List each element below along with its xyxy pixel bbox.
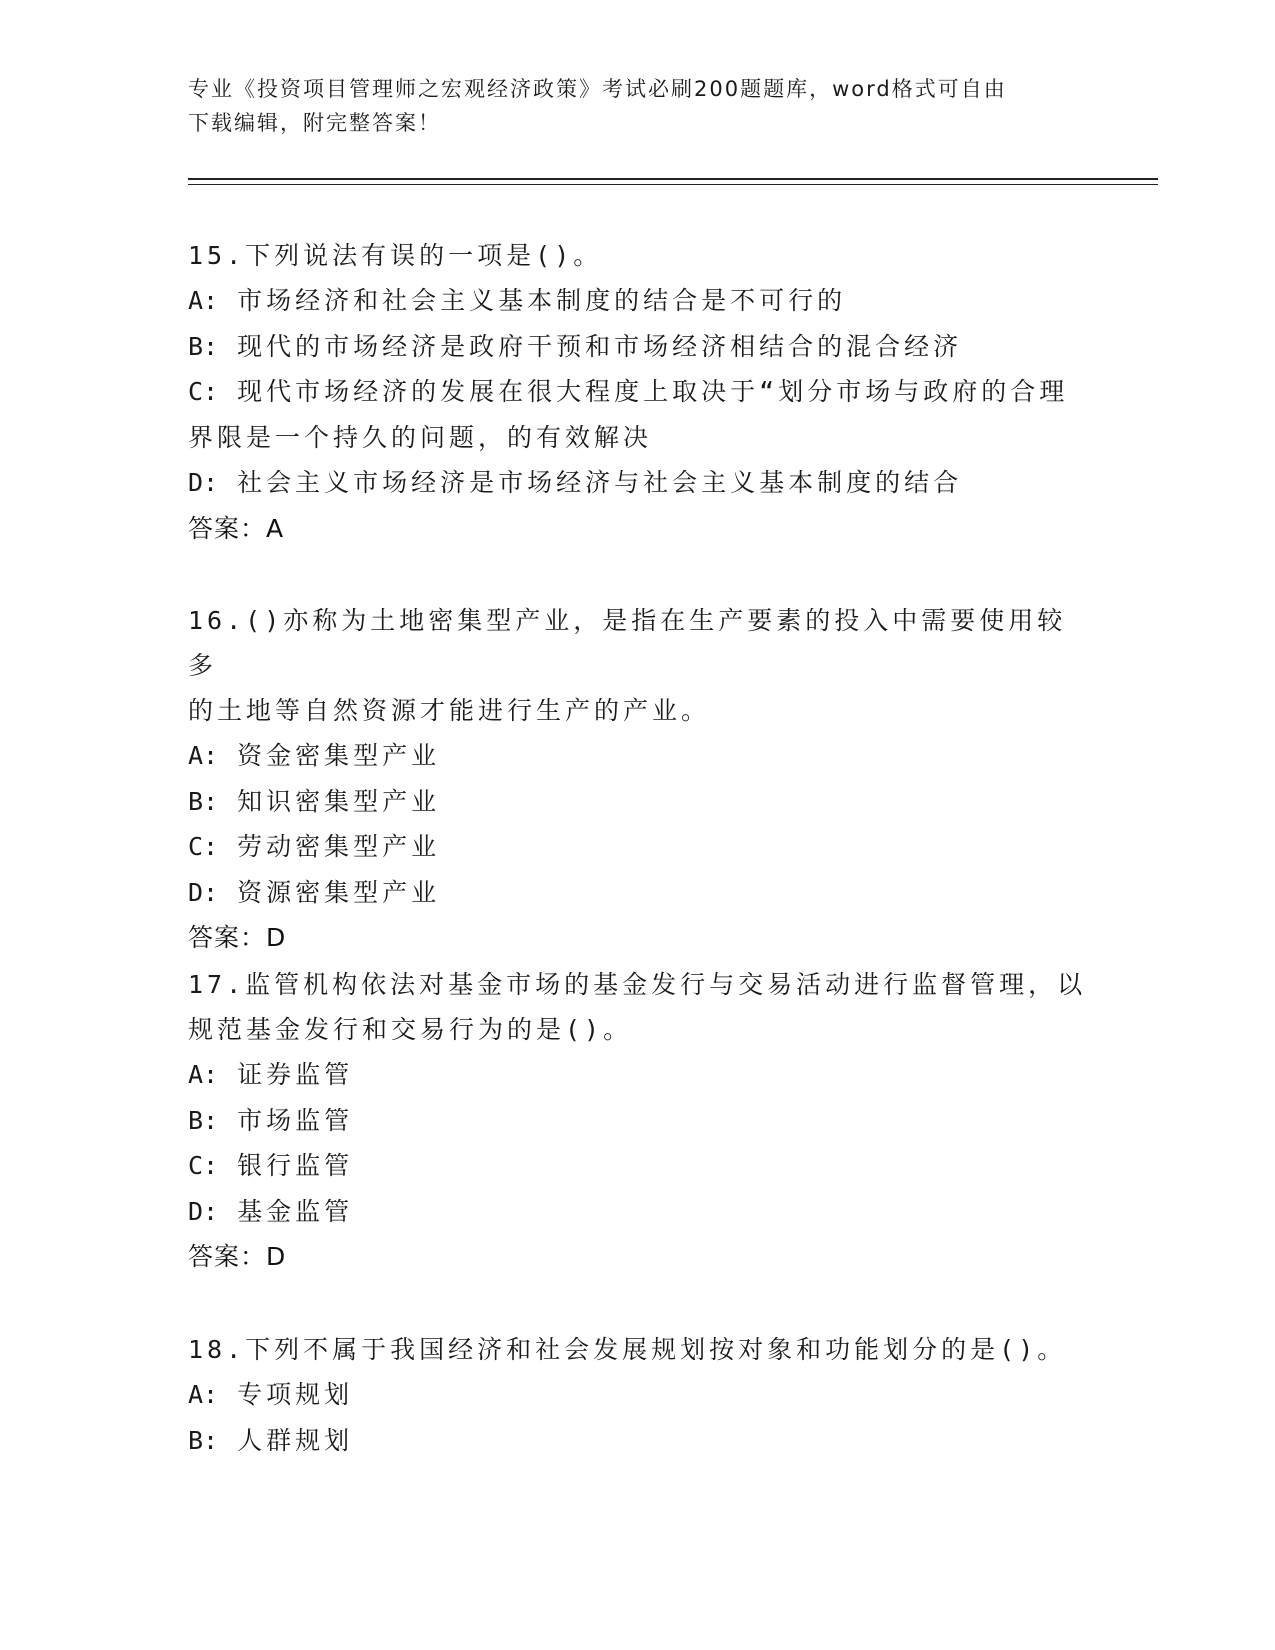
option-b [188,779,1088,825]
option-text: 银行监管 [237,1151,354,1180]
option-a [188,1372,1088,1418]
option-letter: B: [188,1105,219,1135]
option-text: 人群规划 [237,1425,354,1455]
option-text: 专项规划 [237,1380,354,1409]
option-text: 现代的市场经济是政府干预和市场经济相结合的混合经济 [237,331,963,361]
header-title-line-2: 下载编辑，附完整答案！ [188,111,441,135]
option-letter: D: [188,468,219,497]
option-text: 证券监管 [237,1060,354,1089]
option-c [188,1143,1088,1189]
header-divider-thin [188,184,1158,185]
option-c [188,369,1088,415]
question-stem: 18.下列不属于我国经济和社会发展规划按对象和功能划分的是()。 [188,1335,1067,1364]
option-b [188,324,1088,370]
question-17 [188,962,1088,1279]
header-divider-thick [188,178,1158,180]
question-stem-line-2: 的土地等自然资源才能进行生产的产业。 [188,696,711,725]
option-a [188,278,1088,324]
option-letter: B: [188,786,219,816]
header-title-line-1: 专业《投资项目管理师之宏观经济政策》考试必刷200题题库，word格式可自由 [188,77,1007,101]
option-b [188,1098,1088,1144]
option-letter: C: [188,377,219,406]
document-header [188,72,1068,140]
answer-line: 答案：D [188,1242,287,1271]
option-d [188,870,1088,916]
question-16 [188,598,1088,960]
option-letter: B: [188,1425,219,1455]
question-15 [188,233,1088,551]
question-stem: 15.下列说法有误的一项是()。 [188,241,603,270]
question-stem-line-1: 16.()亦称为土地密集型产业，是指在生产要素的投入中需要使用较多 [188,606,1067,680]
option-letter: A: [188,1060,219,1089]
option-a [188,1052,1088,1098]
option-text: 基金监管 [237,1196,354,1226]
answer-line: 答案：A [188,513,285,543]
option-text: 知识密集型产业 [237,786,441,816]
option-letter: D: [188,1196,219,1226]
option-text: 界限是一个持久的问题，的有效解决 [188,422,653,452]
option-text: 资金密集型产业 [237,741,441,770]
option-text: 现代市场经济的发展在很大程度上取决于“划分市场与政府的合理 [237,377,1069,406]
option-letter: D: [188,877,219,907]
option-letter: C: [188,1151,219,1180]
question-18 [188,1327,1088,1463]
option-letter: A: [188,1380,219,1409]
option-text: 社会主义市场经济是市场经济与社会主义基本制度的结合 [237,468,963,497]
option-letter: B: [188,331,219,361]
option-c [188,824,1088,870]
option-d [188,460,1088,506]
option-text: 市场监管 [237,1105,354,1135]
question-stem-line-2: 规范基金发行和交易行为的是()。 [188,1015,633,1044]
option-text: 市场经济和社会主义基本制度的结合是不可行的 [237,286,847,315]
option-letter: C: [188,832,219,861]
option-letter: A: [188,741,219,770]
option-text: 劳动密集型产业 [237,832,441,861]
option-a [188,733,1088,779]
option-text: 资源密集型产业 [237,877,441,907]
question-stem-line-1: 17.监管机构依法对基金市场的基金发行与交易活动进行监督管理，以 [188,970,1087,999]
answer-line: 答案：D [188,923,287,952]
option-letter: A: [188,286,219,315]
option-c-continued [188,415,1088,461]
option-d [188,1189,1088,1235]
option-b [188,1418,1088,1464]
